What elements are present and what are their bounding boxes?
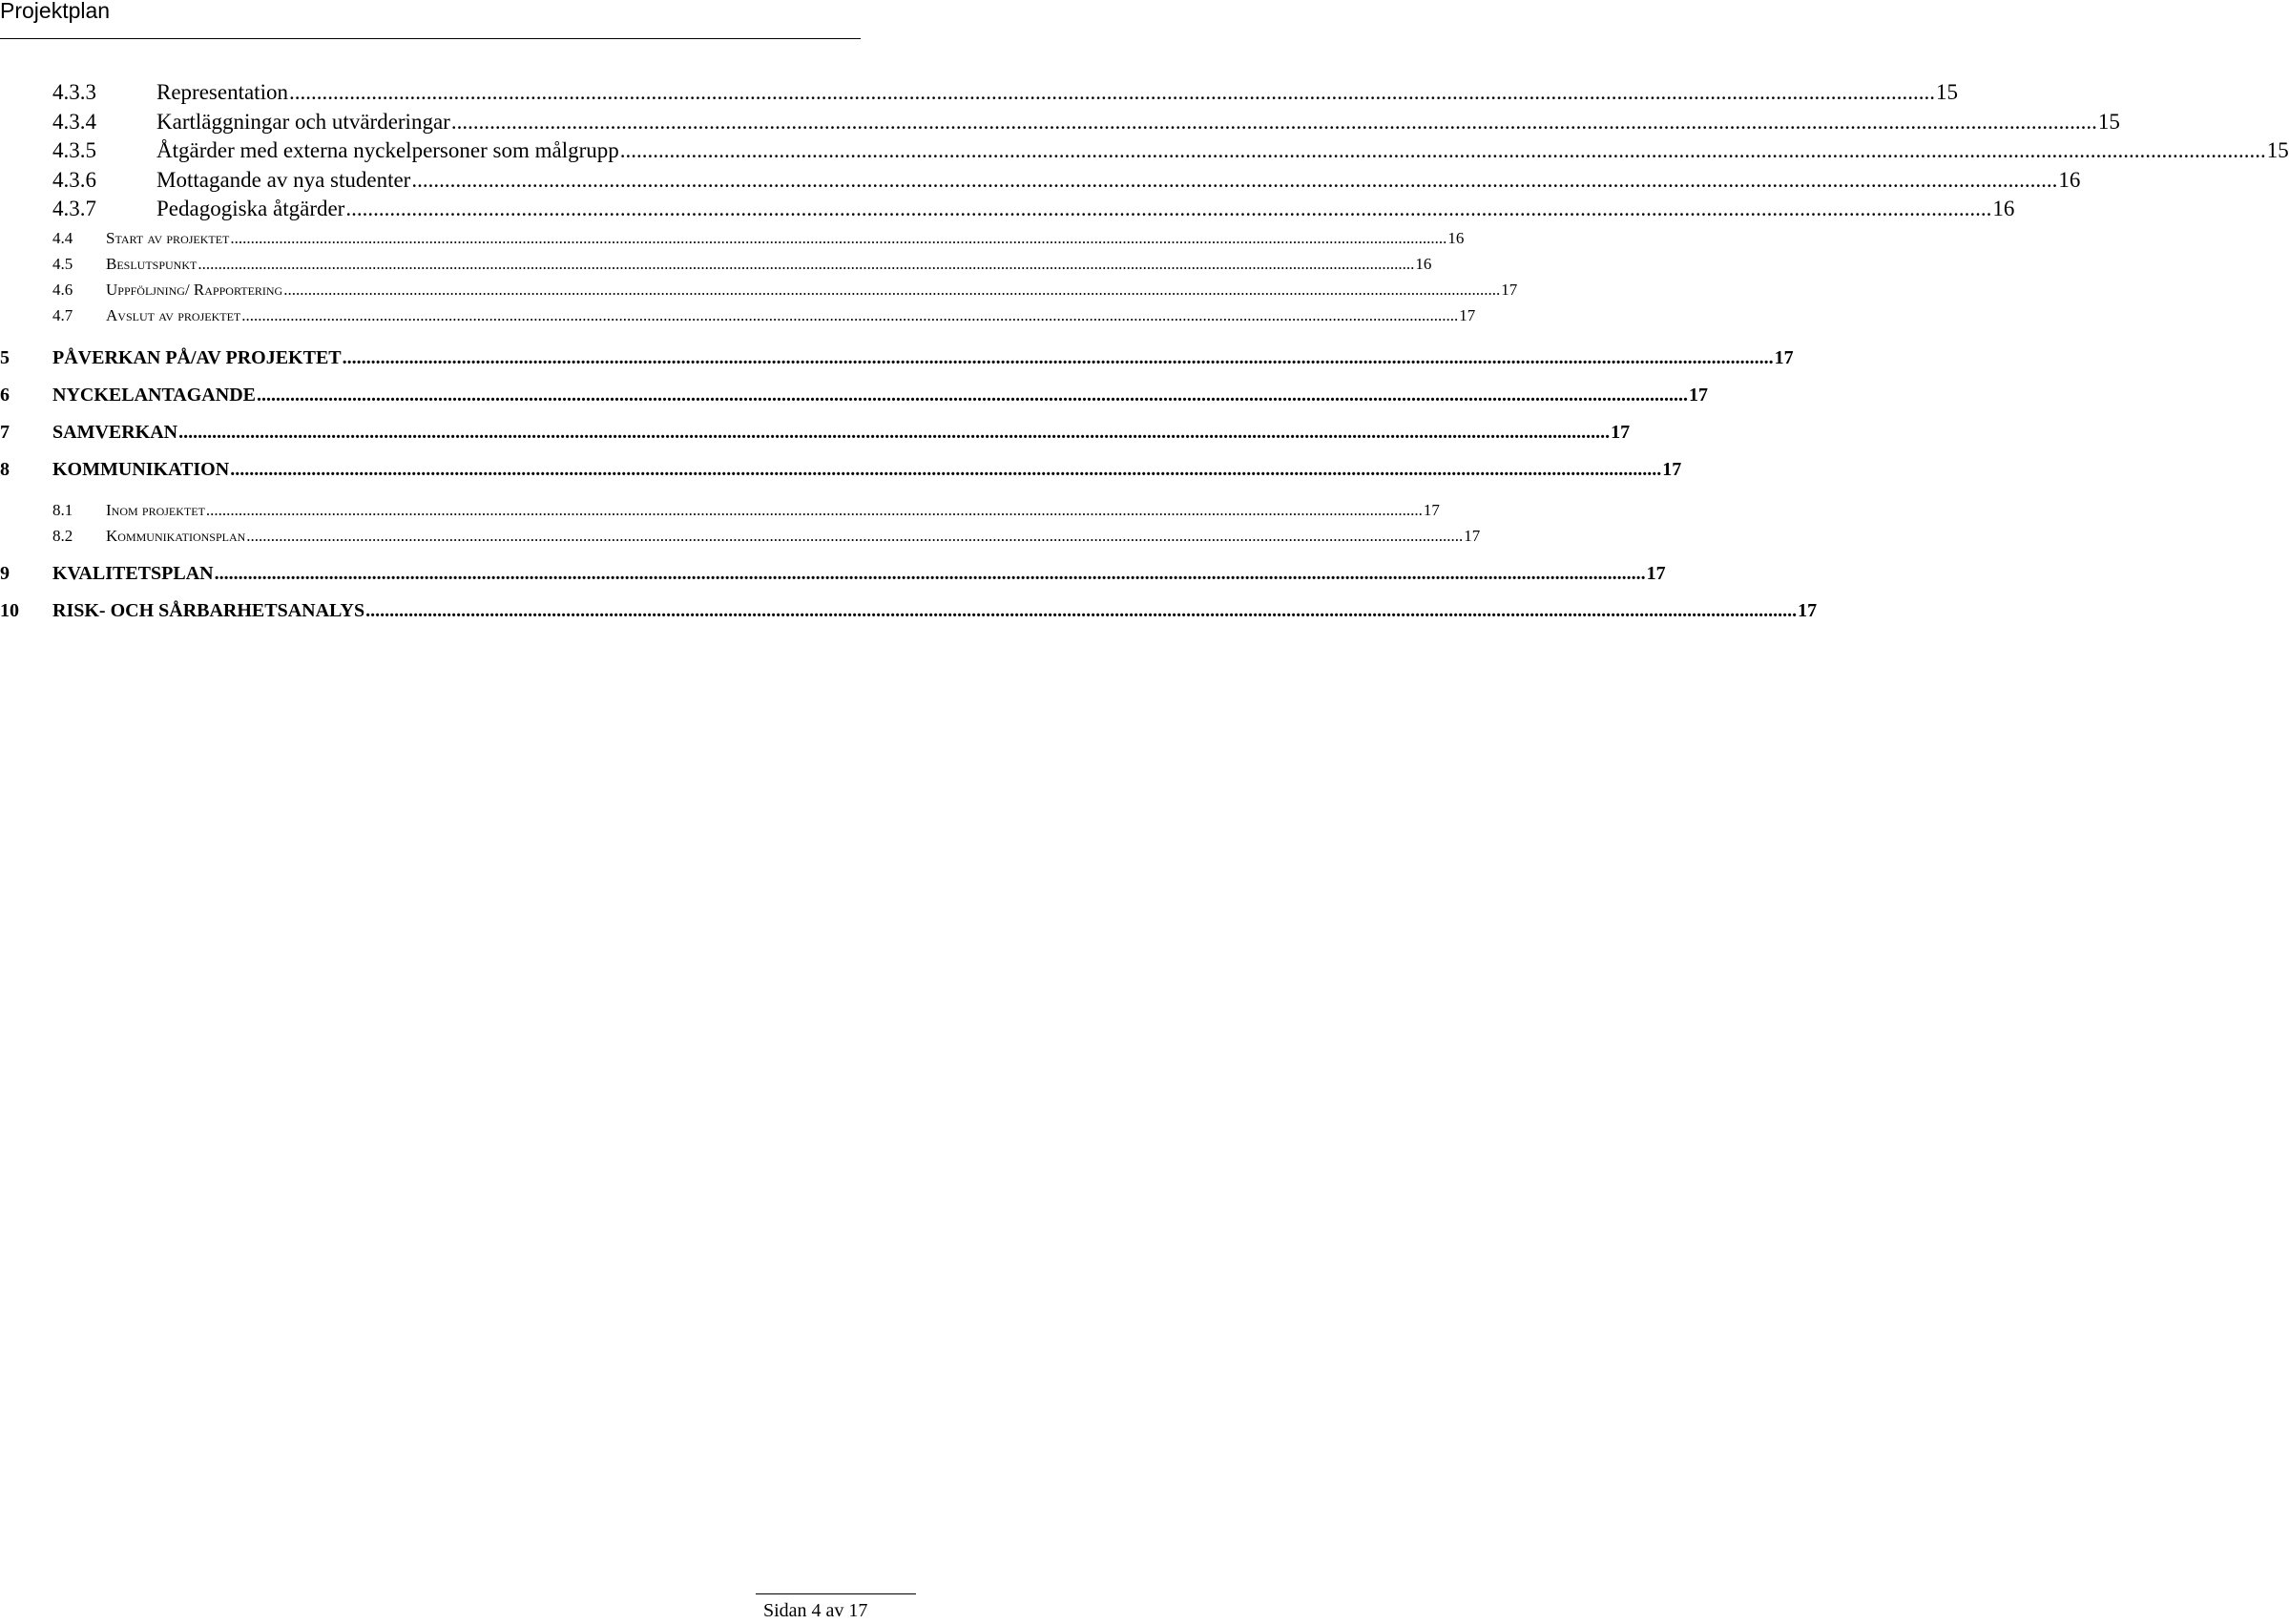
toc-entry[interactable] — [52, 167, 2081, 194]
toc-entry-title: PÅVERKAN PÅ/AV PROJEKTET — [52, 347, 342, 368]
toc-entry-number: 7 — [0, 422, 10, 443]
toc-entry-number: 5 — [0, 347, 10, 368]
toc-entry[interactable] — [0, 458, 1682, 481]
toc-entry[interactable] — [0, 346, 1794, 369]
dot-leader: ............................................................................................................................................................................................................................................................................................................ — [256, 385, 1688, 406]
dot-leader: ............................................................................................................................................................................................................................................................................................................ — [230, 459, 1662, 480]
toc-entry-title: Beslutspunkt — [106, 255, 198, 273]
toc-entry-title: RISK- OCH SÅRBARHETSANALYS — [52, 600, 365, 621]
toc-entry-page: 16 — [2058, 168, 2081, 192]
toc-entry-number: 8 — [0, 459, 10, 480]
toc-entry-page: 16 — [1992, 197, 2015, 220]
toc-entry-page: 17 — [1464, 527, 1481, 545]
toc-entry-page: 17 — [1798, 600, 1818, 621]
toc-entry-page: 17 — [1774, 347, 1794, 368]
toc-entry-title: Kommunikationsplan — [106, 527, 246, 545]
toc-entry-number: 8.1 — [52, 501, 73, 519]
dot-leader: ............................................................................................................................................................................................................................................................................................................ — [365, 600, 1798, 621]
toc-entry-number: 6 — [0, 385, 10, 406]
toc-entry-number: 4.5 — [52, 255, 73, 273]
toc-entry-number: 8.2 — [52, 527, 73, 545]
toc-entry-page: 17 — [1662, 459, 1682, 480]
toc-entry-page: 17 — [1688, 385, 1708, 406]
toc-entry-page: 17 — [1423, 501, 1440, 519]
toc-entry[interactable] — [52, 500, 1440, 521]
toc-entry-title: KVALITETSPLAN — [52, 563, 214, 584]
toc-entry-title: Mottagande av nya studenter — [156, 168, 411, 192]
toc-entry[interactable] — [0, 599, 1818, 622]
toc-entry-page: 15 — [2266, 138, 2289, 162]
toc-entry[interactable] — [52, 79, 1958, 106]
toc-entry-page: 16 — [1447, 229, 1465, 247]
toc-entry-page: 15 — [1935, 80, 1958, 104]
toc-entry-title: SAMVERKAN — [52, 422, 178, 443]
toc-entry[interactable] — [52, 137, 2289, 164]
toc-entry-title: Åtgärder med externa nyckelpersoner som målgrupp — [156, 138, 619, 162]
dot-leader: ............................................................................................................................................................................................................................................................................................................ — [283, 281, 1501, 299]
toc-entry-page: 17 — [1501, 281, 1518, 299]
toc-entry-title: Start av projektet — [106, 229, 230, 247]
toc-entry-page: 17 — [1646, 563, 1666, 584]
toc-entry[interactable] — [0, 562, 1666, 585]
document-title: Projektplan — [0, 0, 111, 23]
toc-entry-page: 17 — [1459, 306, 1476, 324]
toc-entry[interactable] — [52, 109, 2120, 135]
dot-leader: ............................................................................................................................................................................................................................................................................................................ — [342, 347, 1774, 368]
toc-entry-number: 4.7 — [52, 306, 73, 324]
toc-entry-number: 4.3.5 — [52, 138, 96, 162]
dot-leader: ............................................................................................................................................................................................................................................................................................................ — [198, 255, 1415, 273]
dot-leader: ............................................................................................................................................................................................................................................................................................................ — [178, 422, 1611, 443]
toc-entry[interactable] — [0, 384, 1708, 406]
page-number-label: Sidan 4 av 17 — [763, 1600, 868, 1621]
dot-leader: ............................................................................................................................................................................................................................................................................................................ — [214, 563, 1646, 584]
dot-leader: ............................................................................................................................................................................................................................................................................................................ — [450, 110, 2097, 134]
toc-entry-page: 16 — [1415, 255, 1432, 273]
toc-entry-number: 9 — [0, 563, 10, 584]
toc-entry[interactable] — [52, 254, 1432, 275]
toc-entry-number: 10 — [0, 600, 19, 621]
toc-entry-number: 4.3.4 — [52, 110, 96, 134]
toc-entry-page: 15 — [2097, 110, 2120, 134]
toc-entry-title: Avslut av projektet — [106, 306, 241, 324]
toc-entry-page: 17 — [1611, 422, 1631, 443]
toc-entry[interactable] — [52, 305, 1476, 326]
dot-leader: ............................................................................................................................................................................................................................................................................................................ — [411, 168, 2058, 192]
toc-entry-title: Kartläggningar och utvärderingar — [156, 110, 450, 134]
toc-entry-title: Representation — [156, 80, 288, 104]
toc-entry-number: 4.6 — [52, 281, 73, 299]
dot-leader: ............................................................................................................................................................................................................................................................................................................ — [345, 197, 1992, 220]
header-rule — [0, 38, 861, 39]
dot-leader: ............................................................................................................................................................................................................................................................................................................ — [205, 501, 1423, 519]
toc-entry-title: Inom projektet — [106, 501, 205, 519]
toc-entry-number: 4.3.3 — [52, 80, 96, 104]
toc-entry-title: NYCKELANTAGANDE — [52, 385, 256, 406]
toc-entry-number: 4.3.7 — [52, 197, 96, 220]
toc-entry-title: Pedagogiska åtgärder — [156, 197, 345, 220]
toc-entry[interactable] — [0, 421, 1631, 444]
toc-entry[interactable] — [52, 526, 1481, 547]
dot-leader: ............................................................................................................................................................................................................................................................................................................ — [619, 138, 2266, 162]
toc-entry-title: Uppföljning/ Rapportering — [106, 281, 283, 299]
page-footer — [756, 1593, 916, 1624]
toc-entry-number: 4.3.6 — [52, 168, 96, 192]
toc-entry[interactable] — [52, 280, 1518, 301]
toc-entry[interactable] — [52, 228, 1465, 249]
toc-entry[interactable] — [52, 196, 2015, 222]
dot-leader: ............................................................................................................................................................................................................................................................................................................ — [288, 80, 1935, 104]
toc-entry-number: 4.4 — [52, 229, 73, 247]
dot-leader: ............................................................................................................................................................................................................................................................................................................ — [230, 229, 1447, 247]
dot-leader: ............................................................................................................................................................................................................................................................................................................ — [246, 527, 1464, 545]
dot-leader: ............................................................................................................................................................................................................................................................................................................ — [241, 306, 1459, 324]
toc-entry-title: KOMMUNIKATION — [52, 459, 230, 480]
